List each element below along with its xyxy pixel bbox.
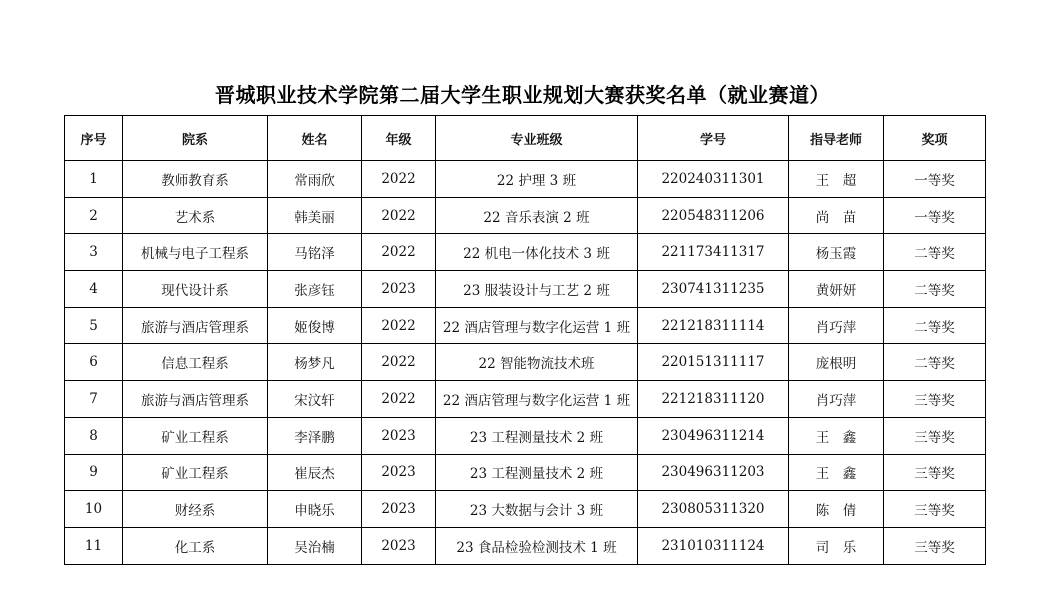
cell-award: 二等奖 — [884, 234, 986, 271]
cell-student-id: 230496311203 — [638, 454, 789, 491]
cell-index: 1 — [65, 161, 123, 198]
cell-name: 吴治楠 — [268, 527, 362, 564]
table-row — [65, 234, 986, 271]
header-name: 姓名 — [268, 116, 362, 161]
table-row — [65, 381, 986, 418]
cell-grade: 2023 — [362, 271, 436, 308]
cell-grade: 2022 — [362, 381, 436, 418]
cell-department: 矿业工程系 — [123, 417, 268, 454]
table-row — [65, 454, 986, 491]
cell-name: 李泽鹏 — [268, 417, 362, 454]
cell-grade: 2022 — [362, 234, 436, 271]
cell-name: 常雨欣 — [268, 161, 362, 198]
cell-department: 财经系 — [123, 491, 268, 528]
cell-index: 7 — [65, 381, 123, 418]
table-header-row — [65, 116, 986, 161]
cell-student-id: 230496311214 — [638, 417, 789, 454]
table-body — [65, 161, 986, 565]
cell-major-class: 23 服装设计与工艺 2 班 — [436, 271, 638, 308]
cell-advisor: 尚 苗 — [789, 197, 884, 234]
cell-award: 一等奖 — [884, 161, 986, 198]
cell-major-class: 22 酒店管理与数字化运营 1 班 — [436, 381, 638, 418]
cell-student-id: 221218311114 — [638, 307, 789, 344]
cell-index: 3 — [65, 234, 123, 271]
table-row — [65, 271, 986, 308]
cell-name: 崔辰杰 — [268, 454, 362, 491]
cell-name: 杨梦凡 — [268, 344, 362, 381]
cell-grade: 2022 — [362, 161, 436, 198]
table-row — [65, 197, 986, 234]
cell-grade: 2022 — [362, 344, 436, 381]
cell-award: 二等奖 — [884, 271, 986, 308]
cell-major-class: 22 音乐表演 2 班 — [436, 197, 638, 234]
document-title: 晋城职业技术学院第二届大学生职业规划大赛获奖名单（就业赛道） — [215, 83, 830, 107]
header-grade: 年级 — [362, 116, 436, 161]
cell-index: 11 — [65, 527, 123, 564]
header-student-id: 学号 — [638, 116, 789, 161]
cell-advisor: 黄妍妍 — [789, 271, 884, 308]
cell-name: 韩美丽 — [268, 197, 362, 234]
cell-award: 一等奖 — [884, 197, 986, 234]
cell-name: 张彦钰 — [268, 271, 362, 308]
cell-advisor: 肖巧萍 — [789, 307, 884, 344]
table-row — [65, 417, 986, 454]
cell-advisor: 王 鑫 — [789, 417, 884, 454]
cell-grade: 2023 — [362, 491, 436, 528]
cell-department: 旅游与酒店管理系 — [123, 307, 268, 344]
cell-department: 信息工程系 — [123, 344, 268, 381]
cell-index: 4 — [65, 271, 123, 308]
cell-index: 8 — [65, 417, 123, 454]
cell-department: 矿业工程系 — [123, 454, 268, 491]
cell-major-class: 23 工程测量技术 2 班 — [436, 417, 638, 454]
cell-award: 三等奖 — [884, 381, 986, 418]
cell-award: 三等奖 — [884, 417, 986, 454]
cell-department: 旅游与酒店管理系 — [123, 381, 268, 418]
cell-major-class: 22 智能物流技术班 — [436, 344, 638, 381]
cell-advisor: 陈 倩 — [789, 491, 884, 528]
header-award: 奖项 — [884, 116, 986, 161]
table-row — [65, 307, 986, 344]
table-row — [65, 491, 986, 528]
cell-major-class: 23 工程测量技术 2 班 — [436, 454, 638, 491]
header-advisor: 指导老师 — [789, 116, 884, 161]
cell-award: 二等奖 — [884, 307, 986, 344]
cell-advisor: 司 乐 — [789, 527, 884, 564]
cell-major-class: 22 酒店管理与数字化运营 1 班 — [436, 307, 638, 344]
cell-index: 6 — [65, 344, 123, 381]
cell-major-class: 22 机电一体化技术 3 班 — [436, 234, 638, 271]
cell-department: 教师教育系 — [123, 161, 268, 198]
table-row — [65, 527, 986, 564]
cell-advisor: 肖巧萍 — [789, 381, 884, 418]
cell-department: 化工系 — [123, 527, 268, 564]
cell-name: 马铭泽 — [268, 234, 362, 271]
cell-student-id: 221218311120 — [638, 381, 789, 418]
header-index: 序号 — [65, 116, 123, 161]
cell-student-id: 220548311206 — [638, 197, 789, 234]
cell-major-class: 22 护理 3 班 — [436, 161, 638, 198]
cell-grade: 2022 — [362, 307, 436, 344]
table-row — [65, 344, 986, 381]
cell-name: 宋汶轩 — [268, 381, 362, 418]
cell-department: 艺术系 — [123, 197, 268, 234]
header-major-class: 专业班级 — [436, 116, 638, 161]
cell-award: 三等奖 — [884, 454, 986, 491]
cell-department: 机械与电子工程系 — [123, 234, 268, 271]
cell-student-id: 231010311124 — [638, 527, 789, 564]
cell-index: 9 — [65, 454, 123, 491]
cell-index: 10 — [65, 491, 123, 528]
cell-student-id: 221173411317 — [638, 234, 789, 271]
cell-student-id: 230805311320 — [638, 491, 789, 528]
cell-advisor: 杨玉霞 — [789, 234, 884, 271]
cell-award: 三等奖 — [884, 527, 986, 564]
cell-major-class: 23 大数据与会计 3 班 — [436, 491, 638, 528]
cell-index: 5 — [65, 307, 123, 344]
cell-student-id: 220240311301 — [638, 161, 789, 198]
cell-grade: 2022 — [362, 197, 436, 234]
cell-grade: 2023 — [362, 417, 436, 454]
cell-advisor: 王 超 — [789, 161, 884, 198]
cell-advisor: 王 鑫 — [789, 454, 884, 491]
cell-award: 二等奖 — [884, 344, 986, 381]
cell-student-id: 230741311235 — [638, 271, 789, 308]
cell-advisor: 庞根明 — [789, 344, 884, 381]
cell-major-class: 23 食品检验检测技术 1 班 — [436, 527, 638, 564]
header-department: 院系 — [123, 116, 268, 161]
cell-index: 2 — [65, 197, 123, 234]
cell-student-id: 220151311117 — [638, 344, 789, 381]
cell-grade: 2023 — [362, 527, 436, 564]
cell-grade: 2023 — [362, 454, 436, 491]
award-list-table — [64, 115, 986, 565]
cell-name: 姬俊博 — [268, 307, 362, 344]
cell-name: 申晓乐 — [268, 491, 362, 528]
cell-department: 现代设计系 — [123, 271, 268, 308]
table-row — [65, 161, 986, 198]
cell-award: 三等奖 — [884, 491, 986, 528]
